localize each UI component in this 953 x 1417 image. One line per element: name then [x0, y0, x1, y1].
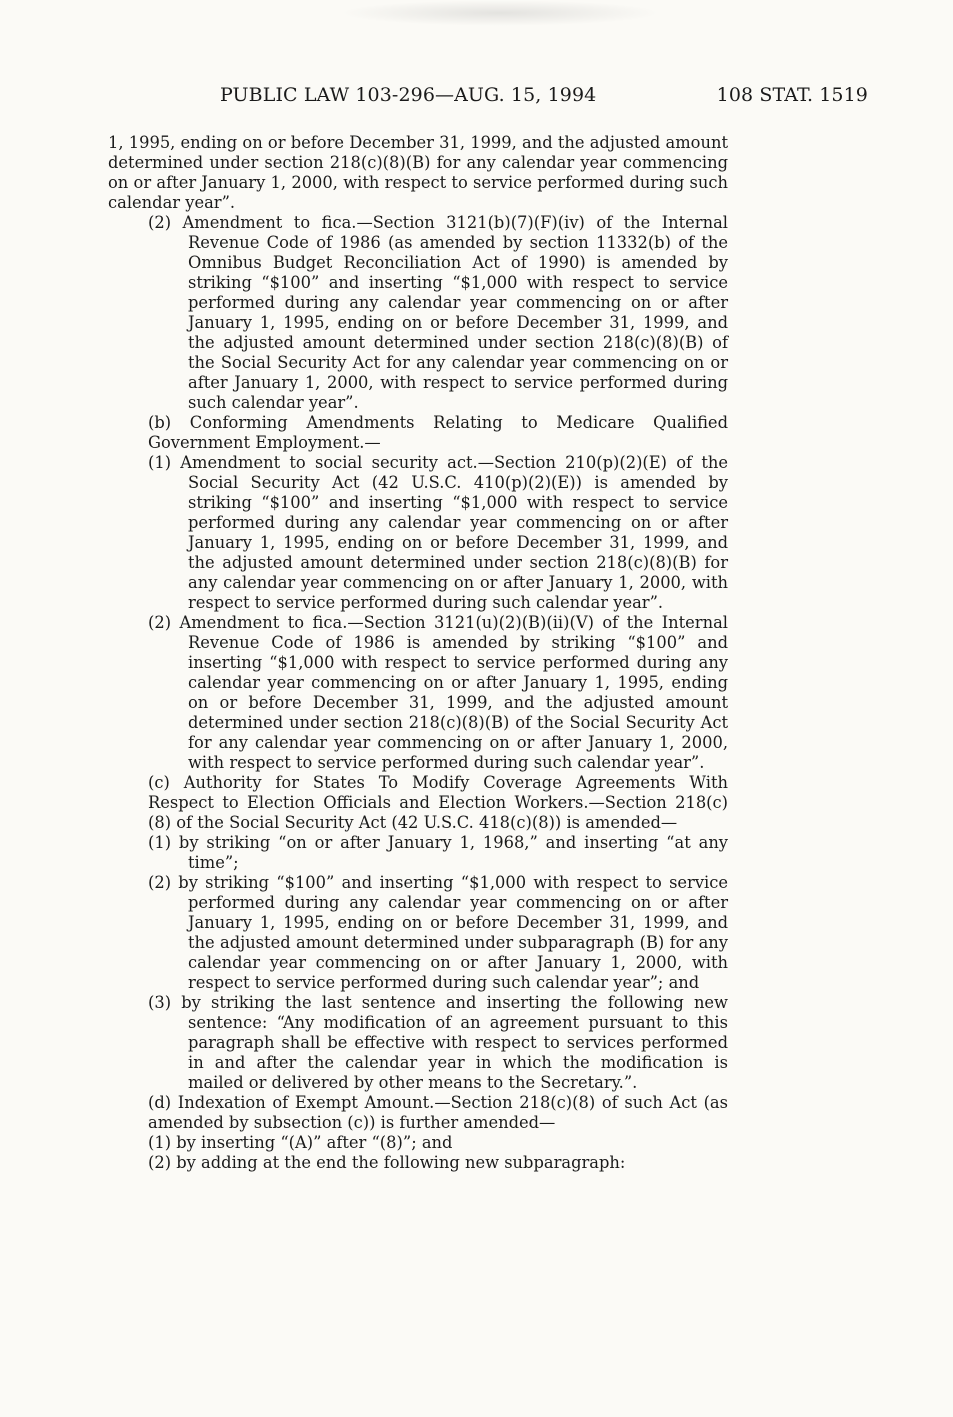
- subsection-c: (c) Authority for States To Modify Coverage Agreements With Respect to Election Officials and Election Workers.—Section 218(c)(8) of the Social Security Act (42 U.S.C. 418(c)(8)) is amended—: [148, 773, 728, 832]
- paragraph-c3: (3) by striking the last sentence and inserting the following new sentence: “Any modification of an agreement pursuant to this paragraph shall be effective with respect to services performed in and after the calendar year in which the modification is mailed or delivered by other means to the Secretary.”.: [148, 993, 728, 1092]
- paragraph-d1: (1) by inserting “(A)” after “(8)”; and: [148, 1133, 453, 1152]
- paragraph-b1-social-security: (1) Amendment to social security act.—Section 210(p)(2)(E) of the Social Security Act (42 U.S.C. 410(p)(2)(E)) is amended by striking “$100” and inserting “$1,000 with respect to service performed during any calendar year commencing on or after January 1, 1995, ending on or before December 31, 1999, and the adjusted amount determined under section 218(c)(8)(B) for any calendar year commencing on or after January 1, 2000, with respect to service performed during such calendar year”.: [148, 453, 728, 612]
- paragraph-c2: (2) by striking “$100” and inserting “$1,000 with respect to service performed during any calendar year commencing on or after January 1, 1995, ending on or before December 31, 1999, and the adjusted amount determined under subparagraph (B) for any calendar year commencing on or after January 1, 2000, with respect to service performed during such calendar year”; and: [148, 873, 728, 992]
- statute-text: [108, 133, 728, 1173]
- subsection-d: (d) Indexation of Exempt Amount.—Section 218(c)(8) of such Act (as amended by subsection (c)) is further amended—: [148, 1093, 728, 1132]
- public-law-citation: PUBLIC LAW 103-296—AUG. 15, 1994: [220, 84, 597, 106]
- subsection-b-heading: (b) Conforming Amendments Relating to Medicare Qualified Government Employment.—: [148, 413, 728, 452]
- paragraph-d2: (2) by adding at the end the following new subparagraph:: [148, 1153, 626, 1172]
- scan-artifact: [340, 0, 660, 26]
- paragraph-c1: (1) by striking “on or after January 1, 1968,” and inserting “at any time”;: [148, 833, 728, 872]
- paragraph-b2-fica: (2) Amendment to fica.—Section 3121(u)(2)(B)(ii)(V) of the Internal Revenue Code of 1986 is amended by striking “$100” and inserting “$1,000 with respect to service performed during any calendar year commencing on or after January 1, 1995, ending on or before December 31, 1999, and the adjusted amount determined under section 218(c)(8)(B) of the Social Security Act for any calendar year commencing on or after January 1, 2000, with respect to service performed during such calendar year”.: [148, 613, 728, 772]
- statute-page-number: 108 STAT. 1519: [716, 84, 868, 106]
- running-header: [220, 84, 868, 114]
- paragraph-a2-fica: (2) Amendment to fica.—Section 3121(b)(7)(F)(iv) of the Internal Revenue Code of 1986 (as amended by section 11332(b) of the Omnibus Budget Reconciliation Act of 1990) is amended by striking “$100” and inserting “$1,000 with respect to service performed during any calendar year commencing on or after January 1, 1995, ending on or before December 31, 1999, and the adjusted amount determined under section 218(c)(8)(B) of the Social Security Act for any calendar year commencing on or after January 1, 2000, with respect to service performed during such calendar year”.: [148, 213, 728, 412]
- paragraph-continued: 1, 1995, ending on or before December 31, 1999, and the adjusted amount determined under section 218(c)(8)(B) for any calendar year commencing on or after January 1, 2000, with respect to service performed during such calendar year”.: [108, 133, 728, 212]
